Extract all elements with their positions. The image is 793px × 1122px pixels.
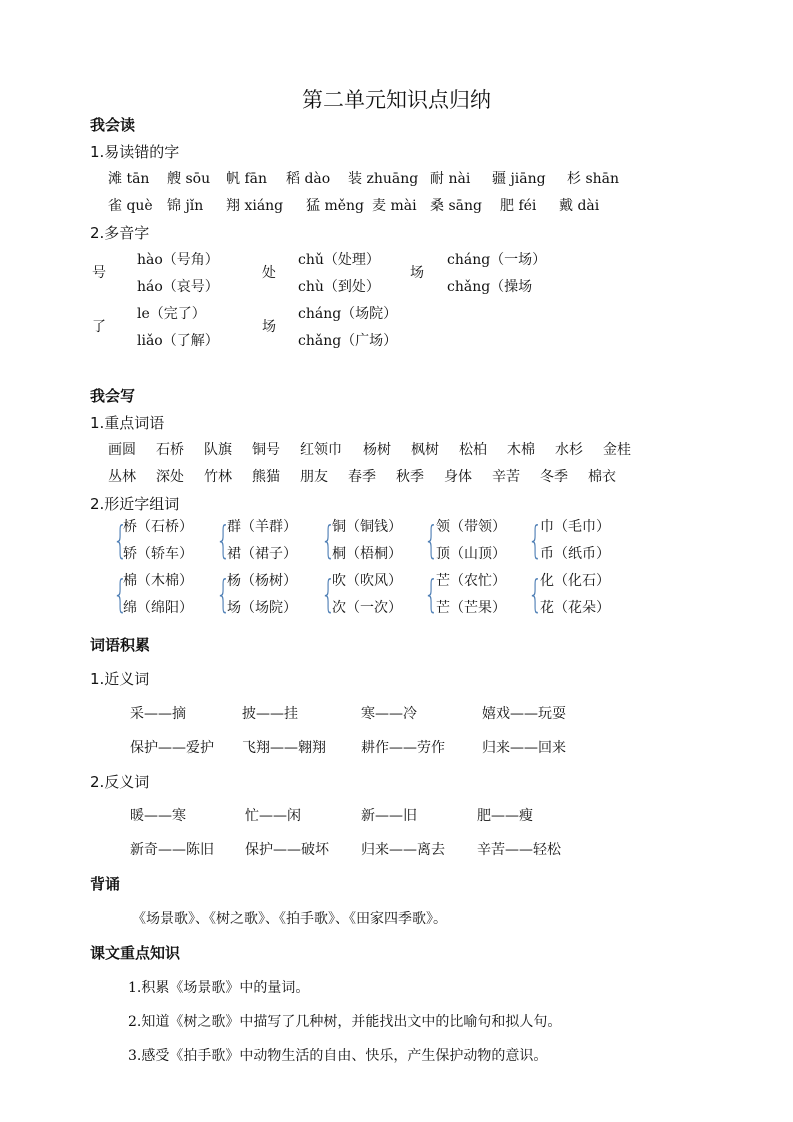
brace-icon: {	[321, 518, 336, 562]
similar-word: 裙（裙子）	[227, 546, 297, 562]
word-item: 杨树	[363, 442, 391, 458]
synonym-pair: 嬉戏——玩耍	[482, 706, 566, 722]
similar-word: 铜（铜钱）	[332, 519, 402, 535]
word-item: 棉衣	[588, 469, 616, 485]
antonym-pair: 辛苦——轻松	[477, 842, 561, 858]
recite-text: 《场景歌》、《树之歌》、《拍手歌》、《田家四季歌》。	[132, 911, 447, 927]
misread-item: 猛 měng	[306, 198, 364, 214]
similar-word: 群（羊群）	[227, 519, 297, 535]
word-item: 铜号	[252, 442, 280, 458]
subheading-synonyms: 1.近义词	[90, 670, 150, 688]
polyphone-reading: liǎo（了解）	[137, 333, 219, 349]
misread-item: 疆 jiāng	[492, 171, 546, 187]
polyphone-char: 号	[92, 265, 106, 281]
misread-item: 锦 jǐn	[167, 198, 204, 214]
word-item: 木棉	[507, 442, 535, 458]
similar-pair	[227, 514, 297, 568]
antonym-pair: 新——旧	[361, 808, 417, 824]
similar-pair	[540, 568, 610, 622]
similar-pair	[436, 514, 506, 568]
subheading-similar: 2.形近字组词	[90, 495, 180, 513]
word-item: 春季	[348, 469, 376, 485]
section-heading-key-knowledge: 课文重点知识	[90, 944, 181, 962]
similar-word: 次（一次）	[332, 600, 402, 616]
word-item: 队旗	[204, 442, 232, 458]
section-heading-recite: 背诵	[90, 875, 121, 893]
subheading-antonyms: 2.反义词	[90, 773, 150, 791]
misread-item: 耐 nài	[430, 171, 471, 187]
synonym-pair: 归来——回来	[482, 740, 566, 756]
similar-word: 杨（杨树）	[227, 573, 297, 589]
similar-word: 吹（吹风）	[332, 573, 402, 589]
section-heading-vocab: 词语积累	[90, 636, 151, 654]
misread-item: 稻 dào	[286, 171, 331, 187]
subheading-polyphones: 2.多音字	[90, 224, 150, 242]
antonym-pair: 肥——瘦	[477, 808, 533, 824]
page-title: 第二单元知识点归纳	[302, 88, 491, 112]
word-item: 水杉	[555, 442, 583, 458]
synonym-pair: 飞翔——翱翔	[242, 740, 326, 756]
similar-pair	[227, 568, 297, 622]
subheading-key-words: 1.重点词语	[90, 414, 165, 432]
similar-word: 币（纸币）	[540, 546, 610, 562]
word-item: 红领巾	[300, 442, 342, 458]
similar-word: 桐（梧桐）	[332, 546, 402, 562]
similar-word: 芒（芒果）	[436, 600, 506, 616]
polyphone-char: 了	[92, 319, 106, 335]
synonym-pair: 寒——冷	[361, 706, 417, 722]
word-item: 辛苦	[492, 469, 520, 485]
similar-word: 绵（绵阳）	[123, 600, 193, 616]
similar-pair	[332, 514, 402, 568]
word-item: 石桥	[156, 442, 184, 458]
similar-pair	[436, 568, 506, 622]
key-knowledge-item: 1.积累《场景歌》中的量词。	[128, 980, 310, 996]
similar-word: 场（场院）	[227, 600, 297, 616]
antonym-pair: 新奇——陈旧	[130, 842, 214, 858]
key-knowledge-item: 3.感受《拍手歌》中动物生活的自由、快乐，产生保护动物的意识。	[128, 1048, 548, 1064]
brace-icon: {	[528, 572, 543, 616]
misread-item: 艘 sōu	[167, 171, 211, 187]
brace-icon: {	[528, 518, 543, 562]
similar-word: 芒（农忙）	[436, 573, 506, 589]
section-heading-read: 我会读	[90, 116, 136, 134]
word-item: 枫树	[411, 442, 439, 458]
polyphone-char: 场	[410, 265, 424, 281]
section-heading-write: 我会写	[90, 387, 136, 405]
antonym-pair: 暖——寒	[130, 808, 186, 824]
synonym-pair: 耕作——劳作	[361, 740, 445, 756]
similar-word: 桥（石桥）	[123, 519, 193, 535]
similar-word: 领（带领）	[436, 519, 506, 535]
misread-item: 麦 mài	[372, 198, 417, 214]
misread-item: 翔 xiáng	[226, 198, 284, 214]
brace-icon: {	[216, 518, 231, 562]
misread-item: 装 zhuāng	[348, 171, 419, 187]
word-item: 松柏	[459, 442, 487, 458]
misread-item: 雀 què	[108, 198, 153, 214]
similar-word: 化（化石）	[540, 573, 610, 589]
word-item: 丛林	[108, 469, 136, 485]
word-item: 深处	[156, 469, 184, 485]
polyphone-reading: chù（到处）	[298, 279, 380, 295]
antonym-pair: 保护——破坏	[245, 842, 329, 858]
similar-pair	[332, 568, 402, 622]
key-knowledge-item: 2.知道《树之歌》中描写了几种树，并能找出文中的比喻句和拟人句。	[128, 1014, 562, 1030]
polyphone-reading: chǎng（广场）	[298, 333, 398, 349]
word-item: 朋友	[300, 469, 328, 485]
synonym-pair: 采——摘	[130, 706, 186, 722]
misread-item: 桑 sāng	[430, 198, 482, 214]
similar-word: 顶（山顶）	[436, 546, 506, 562]
antonym-pair: 归来——离去	[361, 842, 445, 858]
similar-pair	[123, 568, 193, 622]
polyphone-reading: hào（号角）	[137, 252, 219, 268]
brace-icon: {	[424, 518, 439, 562]
similar-word: 轿（轿车）	[123, 546, 193, 562]
synonym-pair: 披——挂	[242, 706, 298, 722]
misread-item: 帆 fān	[226, 171, 267, 187]
polyphone-reading: cháng（场院）	[298, 306, 398, 322]
word-item: 身体	[444, 469, 472, 485]
similar-word: 巾（毛巾）	[540, 519, 610, 535]
polyphone-reading: háo（哀号）	[137, 279, 219, 295]
polyphone-char: 场	[262, 319, 276, 335]
word-item: 秋季	[396, 469, 424, 485]
similar-word: 棉（木棉）	[123, 573, 193, 589]
word-item: 画圆	[108, 442, 136, 458]
similar-pair	[540, 514, 610, 568]
brace-icon: {	[113, 572, 128, 616]
polyphone-reading: chǔ（处理）	[298, 252, 380, 268]
brace-icon: {	[113, 518, 128, 562]
word-item: 熊猫	[252, 469, 280, 485]
polyphone-reading: chǎng（操场	[447, 279, 533, 295]
similar-pair	[123, 514, 193, 568]
word-item: 竹林	[204, 469, 232, 485]
misread-item: 戴 dài	[559, 198, 600, 214]
brace-icon: {	[321, 572, 336, 616]
polyphone-reading: le（完了）	[137, 306, 206, 322]
polyphone-char: 处	[262, 265, 276, 281]
synonym-pair: 保护——爱护	[130, 740, 214, 756]
misread-item: 肥 féi	[500, 198, 537, 214]
polyphone-reading: cháng（一场）	[447, 252, 547, 268]
similar-word: 花（花朵）	[540, 600, 610, 616]
word-item: 冬季	[540, 469, 568, 485]
antonym-pair: 忙——闲	[245, 808, 301, 824]
subheading-misread: 1.易读错的字	[90, 143, 180, 161]
brace-icon: {	[216, 572, 231, 616]
brace-icon: {	[424, 572, 439, 616]
word-item: 金桂	[603, 442, 631, 458]
misread-item: 杉 shān	[567, 171, 620, 187]
misread-item: 滩 tān	[108, 171, 150, 187]
